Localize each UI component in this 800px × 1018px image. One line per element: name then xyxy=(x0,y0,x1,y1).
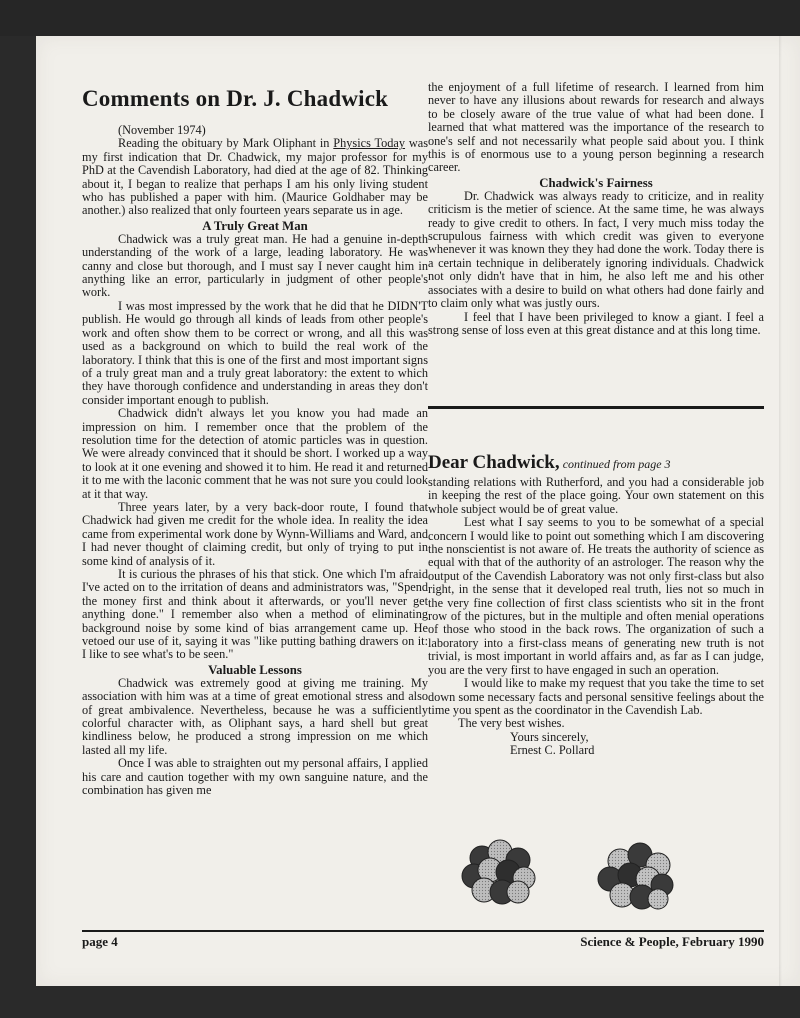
letter-valediction: Yours sincerely, xyxy=(510,729,589,744)
letter-paragraph: I would like to make my request that you take the time to set down some necessary facts and personal sensitive feelings about the time you spent as the coordinator in the Cavendish Lab. xyxy=(428,676,764,717)
article-right-column xyxy=(428,81,764,337)
subheading-valuable-lessons: Valuable Lessons xyxy=(208,662,302,677)
article-paragraph: It is curious the phrases of his that stick. One which I'm afraid I've acted on to the irritation of deans and administrators was, "Spend the money first and think about it afterwards, or you'll never get anything done." I remember also when a method of eliminating background noise by some kind of bias arrangement came up. He vetoed our use of it, saying it was "like putting bathing drawers on it: I like to see what's to be seen." xyxy=(82,567,428,662)
article-paragraph: Chadwick didn't always let you know you had made an impression on him. I remember once that the problem of the resolution time for the detection of atomic particles was in question. We were already convinced that it should be short. I worked up a way to look at it one evening and showed it to him. He read it and returned it to me with the laconic comment that he was not sure you could look at it that way. xyxy=(82,406,428,501)
letter-closing: The very best wishes. xyxy=(458,716,565,731)
newsletter-page xyxy=(36,36,800,986)
section-divider xyxy=(428,406,764,409)
article-paragraph: Chadwick was extremely good at giving me training. My association with him was at a time of great emotional stress and also of great ambivalence. Nevertheless, because he was a sufficiently colorful character with, as Oliphant says, a hard shell but great kindliness below, he produced a strong impression on me which lasted all my life. xyxy=(82,675,428,757)
physics-today-link[interactable]: Physics Today xyxy=(333,136,406,151)
article-paragraph: Chadwick was a truly great man. He had a genuine in-depth understanding of the work of a large, leading laboratory. He was canny and close but thorough, and I must say I never caught him in anything like an error, particularly in judgment of other people's work. xyxy=(82,231,428,300)
atom-nucleus-icon xyxy=(460,838,542,910)
intro-text-b: was my first indication that Dr. Chadwick, my major professor for my PhD at the Cavendish Laboratory, had died at the age of 82. Thinking about it, I began to realize that perhaps I am his only living student who has published a paper with him. (Maurice Goldhaber may be another.) also realized that only fourteen years separate us in age. xyxy=(82,136,428,218)
letter-heading xyxy=(428,452,764,475)
article-left-column xyxy=(82,80,428,798)
article-paragraph: Three years later, by a very back-door route, I found that Chadwick had given me credit for the whole idea. In reality the idea came from experimental work done by Wynn-Williams and Ward, and I had never thought of claiming credit, but only of trying to put in some kind of analysis of it. xyxy=(82,499,428,568)
article-paragraph: I feel that I have been privileged to know a giant. I feel a strong sense of loss even at this great distance and at this long time. xyxy=(428,309,764,337)
subheading-great-man: A Truly Great Man xyxy=(202,218,308,233)
article-paragraph: Once I was able to straighten out my personal affairs, I applied his care and caution together with my own sanguine nature, and the combination has given me xyxy=(82,756,428,798)
publication-line: Science & People, February 1990 xyxy=(580,934,764,949)
atom-nucleus-icon xyxy=(596,841,678,913)
subheading-fairness: Chadwick's Fairness xyxy=(539,175,653,190)
letter-paragraph: standing relations with Rutherford, and you had a considerable job in keeping the rest of the place going. Your own statement on this whole subject would be of great value. xyxy=(428,475,764,516)
letter-column xyxy=(428,452,764,758)
article-title: Comments on Dr. J. Chadwick xyxy=(82,86,389,111)
letter-paragraph: Lest what I say seems to you to be somewhat of a special concern I would like to point out something which I am discovering the nonscientist is not aware of. He treats the authority of science as equal with that of the authority of an astrologer. The reason why the output of the Cavendish Laboratory was not only first-class but also right, in the sense that it developed real truth, lies not so much in the very fine collection of first class scientists who sit in the front row of the pictures, but in the multiple and often menial operations of those who stood in the back rows. The organization of such a laboratory into a first-class means of generating new truth is not trivial, is most important in world affairs and, as far as I can judge, you are the very first to have engaged in such an operation. xyxy=(428,515,764,677)
article-paragraph: the enjoyment of a full lifetime of research. I learned from him never to have any illusions about rewards for research and always to be closely aware of the true value of what had been done. I learned that what mattered was the importance of the research to one's self and not necessarily what people said about you. I think this is of enormous use to a young person beginning a research career. xyxy=(428,80,764,175)
letter-signature: Ernest C. Pollard xyxy=(510,743,595,758)
article-paragraph: Dr. Chadwick was always ready to criticize, and in reality criticism is the metier of science. At the same time, he was always ready to give credit to others. In fact, I very much miss today the scrupulous fairness with which credit was given to everyone whenever it was known they they had done the work. Today there is a certain technique in deliberately ignoring individuals. Chadwick not only didn't have that in him, he also left me and his other associates with a desire to build on what others had done fairly and to claim only what was justly ours. xyxy=(428,188,764,311)
continued-from-link[interactable]: continued from page 3 xyxy=(562,457,671,471)
footer-rule xyxy=(82,930,764,932)
article-intro xyxy=(82,137,428,217)
article-dateline: (November 1974) xyxy=(118,123,206,137)
letter-title: Dear Chadwick, xyxy=(428,452,560,473)
page-number: page 4 xyxy=(82,934,118,949)
article-paragraph: I was most impressed by the work that he did that he DIDN'T publish. He would go through all kinds of leads from other people's work and often show them to be correct or wrong, and all this was used as a background on which to build the real work of the laboratory. I think that this is one of the first and most important signs of a truly great man and a truly great laboratory: the extent to which they have thorough confidence and understanding in areas they don't consider important enough to publish. xyxy=(82,298,428,407)
scan-background-top xyxy=(0,0,800,36)
intro-text-a: Reading the obituary by Mark Oliphant in xyxy=(118,136,334,151)
